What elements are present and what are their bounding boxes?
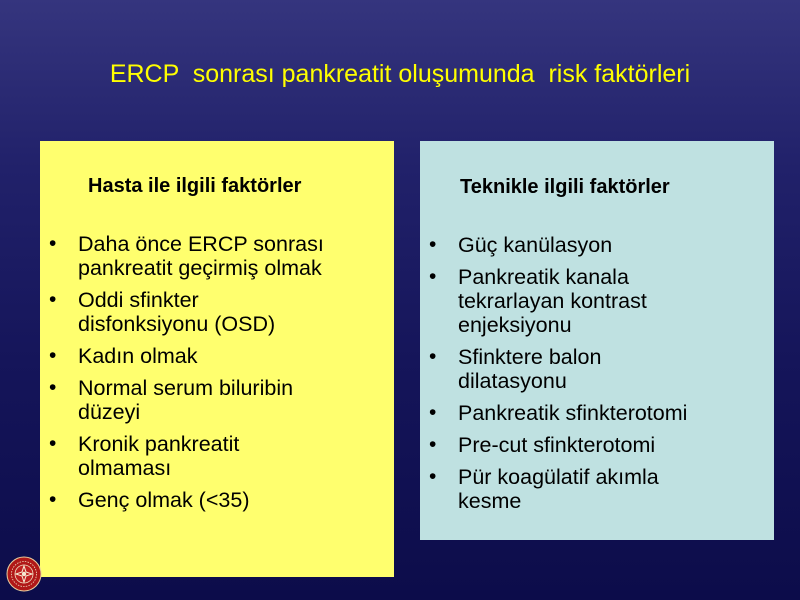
list-item: [424, 265, 768, 337]
list-item: [44, 488, 388, 512]
list-item-text: Pür koagülatif akımla kesme: [458, 465, 659, 513]
university-emblem-icon: [6, 556, 42, 592]
list-item: [424, 233, 768, 257]
list-item: [44, 344, 388, 368]
patient-factors-heading: Hasta ile ilgili faktörler: [88, 175, 302, 197]
list-item-text: Genç olmak (<35): [78, 488, 250, 512]
list-item: [424, 345, 768, 393]
list-item: [44, 288, 388, 336]
list-item: [424, 401, 768, 425]
bullet-icon: •: [49, 232, 57, 255]
list-item-text: Pankreatik kanala tekrarlayan kontrast enjeksiyonu: [458, 265, 647, 337]
slide-title: ERCP sonrası pankreatit oluşumunda risk faktörleri: [109, 60, 691, 88]
list-item: [44, 432, 388, 480]
list-item-text: Pankreatik sfinkterotomi: [458, 401, 688, 425]
list-item-text: Pre-cut sfinkterotomi: [458, 433, 656, 457]
bullet-icon: •: [49, 432, 57, 455]
bullet-icon: •: [429, 345, 437, 368]
list-item: [44, 232, 388, 280]
patient-factors-list: [44, 232, 388, 512]
technique-factors-list: [424, 233, 768, 513]
list-item-text: Oddi sfinkter disfonksiyonu (OSD): [78, 288, 276, 336]
list-item-text: Kadın olmak: [78, 344, 198, 368]
list-item-text: Güç kanülasyon: [458, 233, 613, 257]
list-item-text: Sfinktere balon dilatasyonu: [458, 345, 602, 393]
bullet-icon: •: [429, 465, 437, 488]
technique-factors-panel: [420, 141, 774, 540]
bullet-icon: •: [49, 376, 57, 399]
list-item: [424, 433, 768, 457]
bullet-icon: •: [429, 233, 437, 256]
technique-factors-heading: Teknikle ilgili faktörler: [460, 176, 670, 198]
list-item-text: Normal serum biluribin düzeyi: [78, 376, 294, 424]
list-item-text: Daha önce ERCP sonrası pankreatit geçirmiş olmak: [78, 232, 324, 280]
bullet-icon: •: [429, 265, 437, 288]
list-item-text: Kronik pankreatit olmaması: [78, 432, 240, 480]
list-item: [424, 465, 768, 513]
bullet-icon: •: [49, 344, 57, 367]
bullet-icon: •: [49, 288, 57, 311]
patient-factors-panel: [40, 141, 394, 577]
bullet-icon: •: [429, 433, 437, 456]
bullet-icon: •: [49, 488, 57, 511]
list-item: [44, 376, 388, 424]
bullet-icon: •: [429, 401, 437, 424]
